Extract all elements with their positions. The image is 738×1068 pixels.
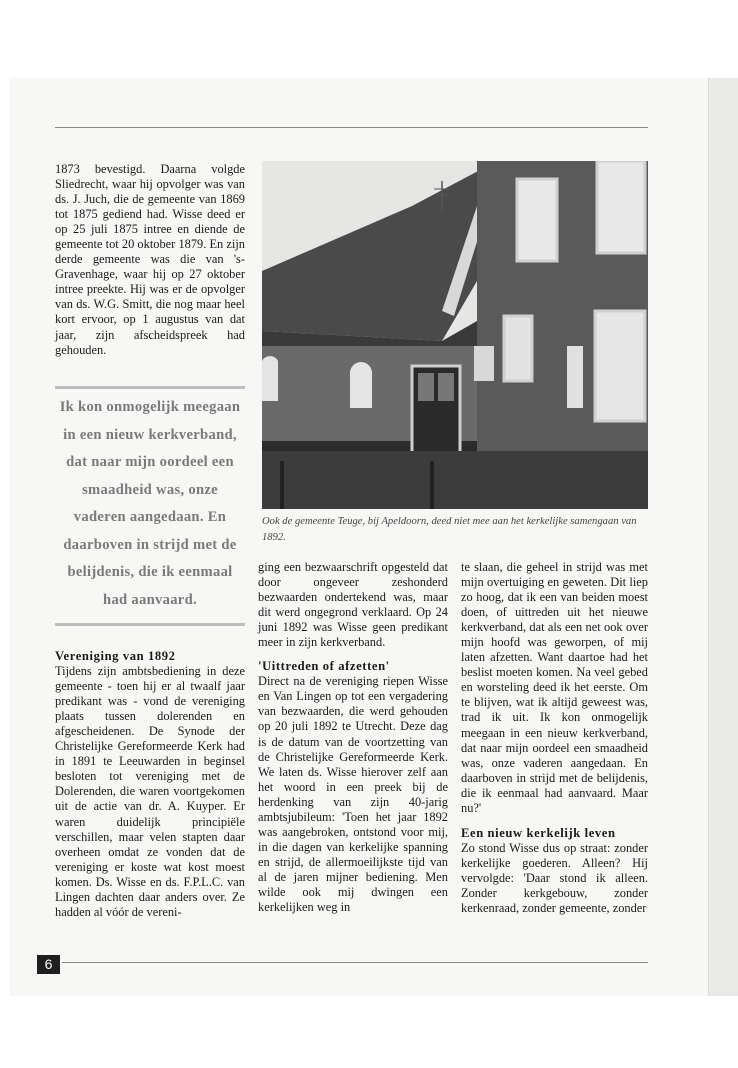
section-heading-nieuw-leven: Een nieuw kerkelijk leven bbox=[461, 825, 616, 840]
intro-paragraph: 1873 bevestigd. Daarna volgde Sliedrecht, waar hij opvolger was van ds. J. Juch, die de gemeente van 1869 tot 1875 gediend had. Wisse deed er op 25 juli 1875 intree en diende de gemeente tot 20 oktober 1879. En zijn derde gemeente was die van 's-Gravenhage, waar hij op 27 oktober intree preekte. Hij was er de opvolger van ds. W.G. Smitt, die nog maar heel kort ervoor, op 1 augustus van dat jaar, zijn afscheidspreek had gehouden. bbox=[55, 162, 245, 357]
section-heading-vereniging: Vereniging van 1892 bbox=[55, 649, 176, 663]
bottom-rule bbox=[62, 962, 648, 963]
pull-quote-bottom-rule bbox=[55, 623, 245, 626]
section-body-nieuw-leven: Zo stond Wisse dus op straat: zonder kerkelijke goederen. Alleen? Hij vervolgde: 'Daar stond ik alleen. Zonder kerkgebouw, zonder kerkenraad, zonder gemeente, zonder bbox=[461, 840, 648, 916]
page-number: 6 bbox=[37, 955, 60, 974]
column-1-intro bbox=[55, 162, 245, 358]
top-rule bbox=[55, 127, 648, 128]
column-1-section bbox=[55, 649, 245, 920]
section-body-uittreden: Direct na de vereniging riepen Wisse en Van Lingen op tot een vergadering van bezwaarden, die werd gehouden op 20 juli 1892 te Utrecht. Deze dag is de datum van de voortzetting van de Christelijke Gereformeerde Kerk. We laten ds. Wisse hierover zelf aan het woord in een preek bij de herdenking van zijn 40-jarig ambtsjubileum: 'Toen het jaar 1892 was aangebroken, ontstond voor mij, in die dagen van kerkelijke spanning en strijd, de allermoeilijkste tijd van al de jaren mijner bediening. Men wilde ook mij dwingen een kerkelijken weg in bbox=[258, 674, 448, 915]
church-photo bbox=[262, 161, 648, 509]
column-3 bbox=[461, 560, 648, 916]
column-2 bbox=[258, 560, 448, 915]
photo-caption: Ook de gemeente Teuge, bij Apeldoorn, deed niet mee aan het kerkelijke samengaan van 1892. bbox=[262, 516, 637, 543]
section-body-vereniging: Tijdens zijn ambtsbediening in deze gemeente - toen hij er al twaalf jaar predikant was - vond de vereniging plaats tussen dolerenden en afgescheidenen. De Synode der Christelijke Gereformeerde Kerk had in 1891 te Leeuwarden in beginsel besloten tot vereniging met de Dolerenden, die waren voortgekomen uit de actie van dr. A. Kuyper. Er waren duidelijk principiële verschillen, maar velen stapten daar overheen omdat ze vonden dat de vereniging er koste wat kost moest komen. Ds. Wisse en ds. F.P.L.C. van Lingen dachten daar anders over. Ze hadden al vóór de vereni- bbox=[55, 664, 245, 919]
next-page-edge bbox=[708, 78, 738, 996]
pull-quote-text: Ik kon onmogelijk meegaan in een nieuw kerkverband, dat naar mijn oordeel een smaadheid was, onze vaderen aangedaan. En daarboven in strijd met de belijdenis, die ik eenmaal had aanvaard. bbox=[59, 399, 241, 608]
column-3-intro: te slaan, die geheel in strijd was met mijn overtuiging en geweten. Dit liep zo hoog, dat ik een van beiden moest doen, of uittreden uit het nieuwe kerkverband, dat als een net ook over mijn hoofd was geworpen, of mij laten afzetten. Want daartoe had het beslist moeten komen. Na veel gebed en worsteling deed ik het eerste. Om te blijven, wat ik altijd geweest was, trad ik uit. Ik kon onmogelijk meegaan in een nieuw kerkverband, dat naar mijn oordeel een smaadheid was, onze vaderen aangedaan. En daarboven in strijd met de belijdenis, die ik eenmaal had aanvaard. Maar nu?' bbox=[461, 560, 648, 815]
section-heading-uittreden: 'Uittreden of afzetten' bbox=[258, 659, 390, 674]
pull-quote-top-rule bbox=[55, 386, 245, 389]
column-2-intro: ging een bezwaarschrift opgesteld dat door ongeveer zeshonderd bezwaarden ondertekend was, maar dit werd ongegrond verklaard. Op 24 juni 1892 was Wisse geen predikant meer in zijn kerkverband. bbox=[258, 560, 448, 650]
pull-quote bbox=[55, 386, 245, 626]
